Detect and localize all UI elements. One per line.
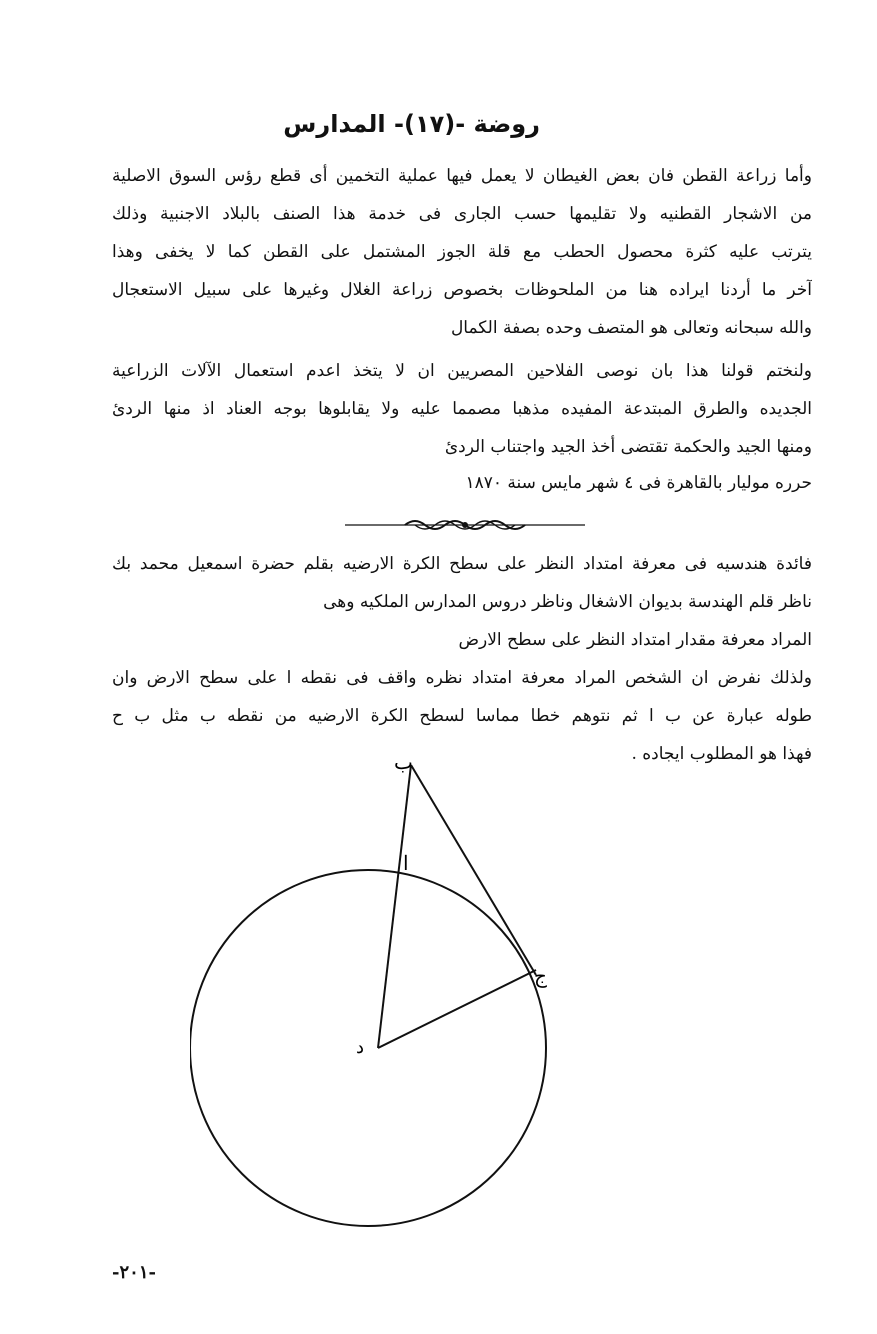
label-b: ب — [394, 750, 413, 774]
page-number: -٢٠١- — [112, 1262, 156, 1283]
label-d: د — [356, 1037, 365, 1058]
tangent-line — [411, 765, 536, 975]
line-b-to-center — [378, 765, 411, 1048]
label-j: ج — [534, 964, 547, 988]
text-line: ولنختم قولنا هذا بان نوصى الفلاحين المصريين ان لا يتخذ اعدم استعمال الآلات الزراعية — [112, 361, 812, 381]
radius-line — [378, 970, 536, 1048]
text-line: فائدة هندسيه فى معرفة امتداد النظر على سطح الكرة الارضيه بقلم حضرة اسمعيل محمد بك — [112, 554, 812, 574]
text-line: الجديده والطرق المبتدعة المفيده مذهبا مصمما عليه ولا يقابلوها بوجه العناد اذ منها الردئ — [112, 399, 812, 419]
ornament-divider — [345, 515, 585, 535]
earth-circle — [190, 870, 546, 1226]
text-line: ناظر قلم الهندسة بديوان الاشغال وناظر دروس المدارس الملكيه وهى — [323, 592, 812, 612]
page-header: روضة -(١٧)- المدارس — [283, 110, 540, 138]
text-line: من الاشجار القطنيه ولا تقليمها حسب الجارى فى خدمة هذا الصنف بالبلاد الاجنبية وذلك — [112, 204, 812, 224]
paragraph-cotton — [112, 157, 812, 347]
text-line: والله سبحانه وتعالى هو المتصف وحده بصفة الكمال — [450, 318, 812, 338]
text-line: ولذلك نفرض ان الشخص المراد معرفة امتداد نظره واقف فى نقطه ا على سطح الارض وان — [112, 668, 812, 688]
geometry-diagram — [190, 745, 590, 1235]
paragraph-conclusion — [112, 352, 812, 466]
text-line: وأما زراعة القطن فان بعض الغيطان لا يعمل فيها عملية التخمين أى قطع رؤس السوق الاصلية — [112, 166, 812, 186]
label-a: ا — [403, 851, 409, 875]
text-line: طوله عبارة عن ب ا ثم نتوهم خطا مماسا لسطح الكرة الارضيه من نقطه ب مثل ب ح — [112, 706, 812, 726]
text-line: المراد معرفة مقدار امتداد النظر على سطح الارض — [458, 630, 812, 650]
text-line: فهذا هو المطلوب ايجاده . — [631, 744, 812, 764]
text-line: آخر ما أردنا ايراده هنا من الملحوظات بخصوص زراعة الغلال وغيرها على سبيل الاستعجال — [112, 280, 812, 300]
text-line: ومنها الجيد والحكمة تقتضى أخذ الجيد واجتناب الردئ — [444, 437, 812, 457]
paragraph-geometry-title — [112, 545, 812, 659]
text-line: يترتب عليه كثرة محصول الحطب مع قلة الجوز المشتمل على القطن كما لا يخفى وهذا — [112, 242, 812, 262]
signature-line: حرره موليار بالقاهرة فى ٤ شهر مايس سنة ١٨٧٠ — [465, 473, 812, 493]
